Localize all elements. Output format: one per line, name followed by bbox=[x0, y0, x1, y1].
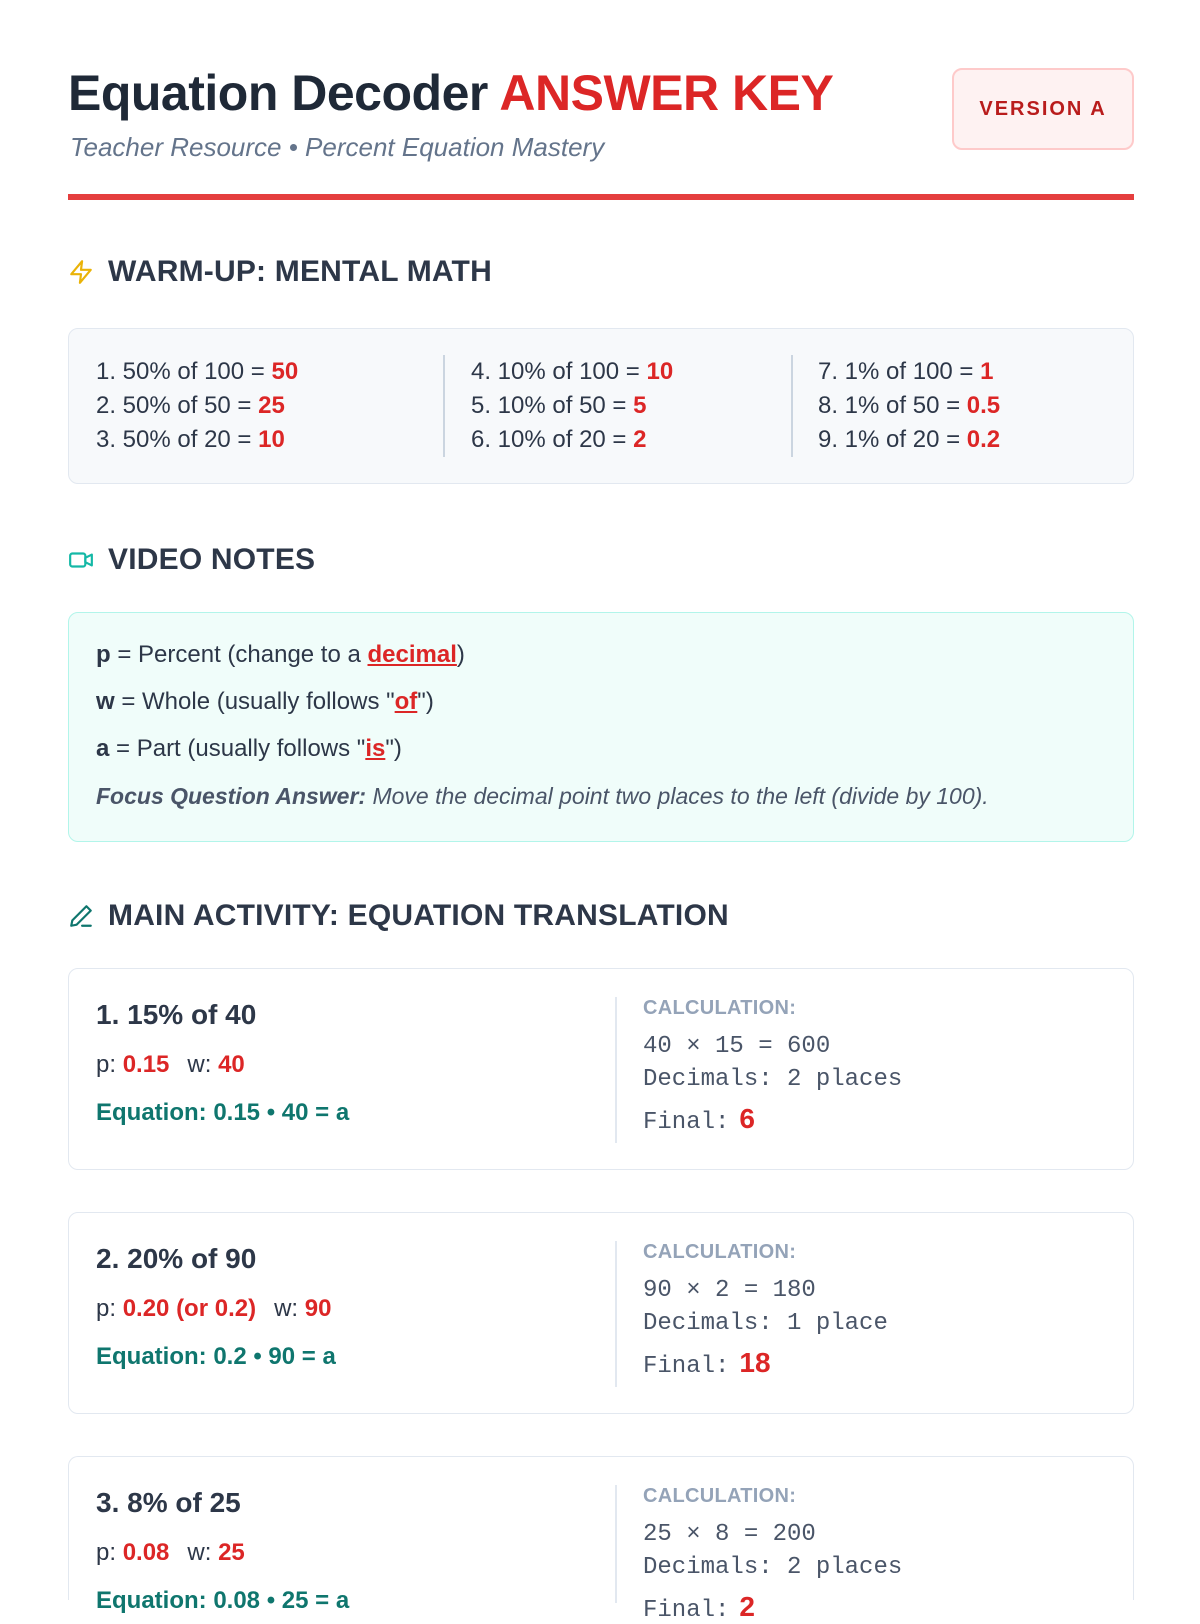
problem-title: 2. 20% of 90 bbox=[96, 1243, 257, 1274]
problem-card bbox=[68, 1212, 1134, 1414]
warmup-column-1 bbox=[96, 355, 298, 457]
warmup-answer: 0.5 bbox=[966, 392, 1001, 419]
warmup-item: 7. 1% of 100 = 1 bbox=[818, 358, 994, 385]
calculation-step: 25 × 8 = 200 bbox=[643, 1521, 816, 1548]
problem-equation: Equation: 0.2 • 90 = a bbox=[96, 1343, 336, 1370]
header-divider bbox=[68, 194, 1134, 200]
warmup-answer: 5 bbox=[633, 392, 647, 419]
final-answer: 18 bbox=[739, 1347, 771, 1378]
problem-equation: Equation: 0.15 • 40 = a bbox=[96, 1099, 350, 1126]
calculation-heading: CALCULATION: bbox=[643, 1241, 797, 1263]
column-divider bbox=[443, 355, 445, 457]
warmup-answer: 10 bbox=[646, 358, 674, 385]
warmup-heading bbox=[68, 252, 492, 292]
warmup-item: 5. 10% of 50 = 5 bbox=[471, 392, 647, 419]
video-notes-heading-text: VIDEO NOTES bbox=[108, 543, 316, 576]
title-accent: ANSWER KEY bbox=[499, 65, 834, 121]
page-header bbox=[68, 0, 1134, 200]
version-badge: VERSION A bbox=[952, 68, 1134, 150]
calculation-heading: CALCULATION: bbox=[643, 1485, 797, 1507]
warmup-item: 2. 50% of 50 = 25 bbox=[96, 392, 285, 419]
problem-title: 1. 15% of 40 bbox=[96, 999, 257, 1030]
p-value: 0.08 bbox=[122, 1539, 170, 1566]
warmup-item: 4. 10% of 100 = 10 bbox=[471, 358, 674, 385]
focus-question-answer: Focus Question Answer: Move the decimal point two places to the left (divide by 100). bbox=[96, 783, 989, 809]
problem-equation: Equation: 0.08 • 25 = a bbox=[96, 1587, 350, 1614]
problem-values: p: 0.15 w: 40 bbox=[96, 1051, 245, 1078]
p-value: 0.15 bbox=[122, 1051, 170, 1078]
warmup-item: 3. 50% of 20 = 10 bbox=[96, 426, 285, 453]
warmup-answer: 10 bbox=[258, 426, 285, 453]
problem-title: 3. 8% of 25 bbox=[96, 1487, 241, 1518]
warmup-answer: 25 bbox=[258, 392, 285, 419]
calculation-decimals: Decimals: 1 place bbox=[643, 1310, 888, 1337]
calculation-step: 40 × 15 = 600 bbox=[643, 1033, 831, 1060]
column-divider bbox=[791, 355, 793, 457]
page-subtitle: Teacher Resource • Percent Equation Mastery bbox=[70, 132, 605, 162]
pencil-icon bbox=[68, 903, 94, 929]
card-divider bbox=[615, 1241, 617, 1387]
answer-key-page bbox=[68, 0, 1134, 1624]
main-activity-heading-text: MAIN ACTIVITY: EQUATION TRANSLATION bbox=[108, 899, 729, 932]
calculation-final: Final: 18 bbox=[643, 1347, 771, 1380]
calculation-decimals: Decimals: 2 places bbox=[643, 1066, 903, 1093]
card-divider bbox=[615, 1485, 617, 1603]
note-keyword: is bbox=[365, 735, 386, 762]
warmup-item: 1. 50% of 100 = 50 bbox=[96, 358, 299, 385]
w-value: 25 bbox=[218, 1539, 245, 1566]
calculation-heading: CALCULATION: bbox=[643, 997, 797, 1019]
calculation-final: Final: 6 bbox=[643, 1103, 755, 1136]
final-answer: 2 bbox=[739, 1591, 755, 1622]
video-camera-icon bbox=[68, 547, 94, 573]
lightning-icon bbox=[68, 259, 94, 285]
warmup-answer: 50 bbox=[271, 358, 299, 385]
warmup-answer: 2 bbox=[633, 426, 647, 453]
problem-card bbox=[68, 1456, 1134, 1624]
note-line-w: w = Whole (usually follows "of") bbox=[96, 688, 434, 715]
problem-card bbox=[68, 968, 1134, 1170]
calculation-step: 90 × 2 = 180 bbox=[643, 1277, 816, 1304]
warmup-item: 8. 1% of 50 = 0.5 bbox=[818, 392, 1001, 419]
p-value: 0.20 (or 0.2) bbox=[122, 1295, 257, 1322]
video-notes-box bbox=[68, 612, 1134, 842]
main-activity-heading bbox=[68, 896, 729, 936]
card-divider bbox=[615, 997, 617, 1143]
problem-values: p: 0.20 (or 0.2) w: 90 bbox=[96, 1295, 332, 1322]
warmup-answer: 0.2 bbox=[966, 426, 1001, 453]
warmup-answer: 1 bbox=[980, 358, 994, 385]
calculation-decimals: Decimals: 2 places bbox=[643, 1554, 903, 1581]
note-line-a: a = Part (usually follows "is") bbox=[96, 735, 402, 762]
warmup-column-3 bbox=[818, 355, 1000, 457]
w-value: 40 bbox=[218, 1051, 245, 1078]
note-line-p: p = Percent (change to a decimal) bbox=[96, 641, 465, 668]
warmup-item: 9. 1% of 20 = 0.2 bbox=[818, 426, 1001, 453]
final-answer: 6 bbox=[739, 1103, 755, 1134]
title-main: Equation Decoder bbox=[68, 65, 488, 121]
warmup-column-2 bbox=[471, 355, 673, 457]
page-title bbox=[68, 64, 833, 122]
calculation-final: Final: 2 bbox=[643, 1591, 755, 1624]
warmup-heading-text: WARM-UP: MENTAL MATH bbox=[108, 255, 492, 288]
note-keyword: of bbox=[394, 688, 418, 715]
note-keyword: decimal bbox=[367, 641, 457, 668]
problem-values: p: 0.08 w: 25 bbox=[96, 1539, 245, 1566]
warmup-item: 6. 10% of 20 = 2 bbox=[471, 426, 647, 453]
video-notes-heading bbox=[68, 540, 315, 580]
warmup-box bbox=[68, 328, 1134, 484]
w-value: 90 bbox=[304, 1295, 332, 1322]
